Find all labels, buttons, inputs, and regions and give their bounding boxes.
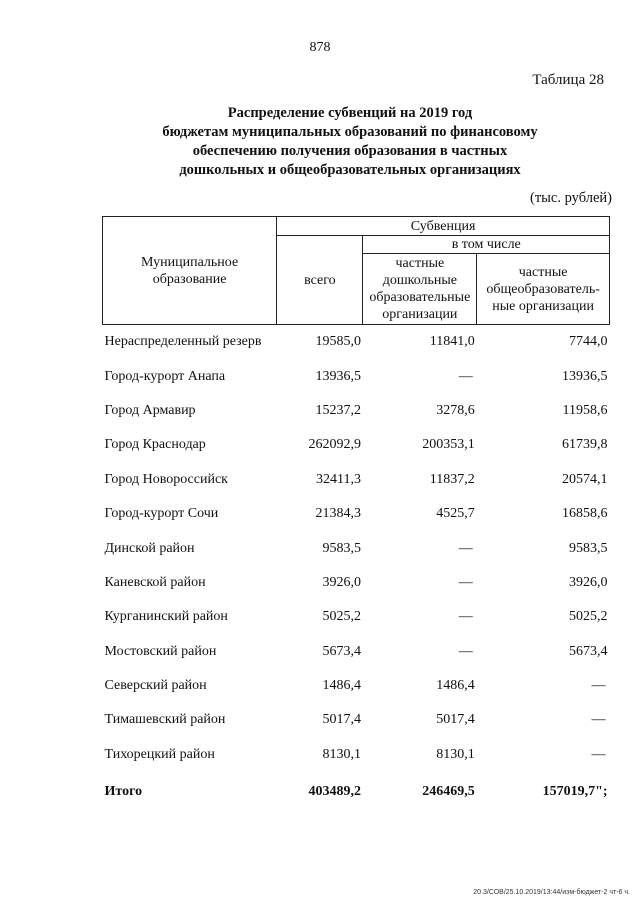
cell-total: 15237,2	[315, 402, 361, 418]
cell-total: 5673,4	[322, 643, 361, 659]
table-row	[103, 325, 610, 360]
cell-total-label: Итого	[104, 784, 143, 800]
cell-municipality: Нераспределенный резерв	[104, 334, 262, 350]
table-body	[103, 325, 610, 813]
cell-municipality: Мостовский район	[104, 643, 217, 659]
cell-preschool: 8130,1	[436, 746, 475, 762]
table-row	[103, 463, 610, 497]
header-school: частные общеобразователь-ные организации	[477, 254, 610, 325]
cell-preschool-total: 246469,5	[422, 784, 475, 800]
table-row	[103, 669, 610, 703]
cell-school: —	[591, 746, 606, 762]
table-label: Таблица 28	[532, 72, 604, 88]
header-total: всего	[277, 236, 363, 325]
cell-municipality: Каневской район	[104, 574, 206, 590]
cell-preschool: —	[458, 643, 473, 659]
table-row	[103, 738, 610, 772]
header-including: в том числе	[363, 236, 610, 254]
header-subvention: Субвенция	[277, 217, 610, 236]
cell-school: 20574,1	[562, 471, 608, 487]
cell-municipality: Тимашевский район	[104, 712, 226, 728]
table-row-total	[103, 772, 610, 812]
cell-preschool: —	[458, 540, 473, 556]
cell-total: 1486,4	[322, 678, 361, 694]
cell-municipality: Город Армавир	[104, 402, 196, 418]
cell-school: 3926,0	[569, 574, 608, 590]
document-title	[100, 104, 600, 180]
cell-total: 262092,9	[308, 437, 361, 453]
cell-school: 13936,5	[562, 368, 608, 384]
cell-preschool: 5017,4	[436, 712, 475, 728]
cell-school: 5673,4	[569, 643, 608, 659]
cell-grand-total: 403489,2	[308, 784, 361, 800]
cell-school-total: 157019,7";	[542, 784, 608, 800]
table-row	[103, 703, 610, 737]
table-row	[103, 394, 610, 428]
cell-school: 11958,6	[562, 402, 608, 418]
cell-school: —	[591, 678, 606, 694]
cell-municipality: Курганинский район	[104, 609, 228, 625]
cell-school: 16858,6	[562, 506, 608, 522]
cell-municipality: Город Краснодар	[104, 437, 206, 453]
table-row	[103, 428, 610, 462]
cell-municipality: Северский район	[104, 678, 207, 694]
cell-total: 19585,0	[315, 334, 361, 350]
header-municipality: Муниципальное образование	[103, 217, 277, 325]
cell-school: —	[591, 712, 606, 728]
cell-total: 3926,0	[322, 574, 361, 590]
cell-school: 7744,0	[569, 334, 608, 350]
cell-preschool: 200353,1	[422, 437, 475, 453]
cell-municipality: Город-курорт Сочи	[104, 506, 219, 522]
cell-total: 32411,3	[316, 471, 361, 487]
cell-preschool: —	[458, 368, 473, 384]
table-row	[103, 531, 610, 565]
table-row	[103, 635, 610, 669]
title-line: обеспечению получения образования в частных	[192, 143, 508, 159]
cell-total: 21384,3	[315, 506, 361, 522]
table-row	[103, 359, 610, 393]
cell-school: 9583,5	[569, 540, 608, 556]
cell-preschool: —	[458, 609, 473, 625]
cell-municipality: Динской район	[104, 540, 195, 556]
cell-preschool: 4525,7	[436, 506, 475, 522]
table-row	[103, 497, 610, 531]
table-row	[103, 600, 610, 634]
table-row	[103, 566, 610, 600]
cell-preschool: 11841,0	[429, 334, 475, 350]
cell-total: 8130,1	[322, 746, 361, 762]
cell-municipality: Тихорецкий район	[104, 746, 215, 762]
header-preschool: частные дошкольные образовательные организации	[363, 254, 477, 325]
title-line: дошкольных и общеобразовательных организациях	[179, 162, 521, 178]
cell-municipality: Город-курорт Анапа	[104, 368, 226, 384]
cell-preschool: —	[458, 574, 473, 590]
cell-municipality: Город Новороссийск	[104, 471, 228, 487]
units-label: (тыс. рублей)	[530, 190, 612, 206]
cell-preschool: 3278,6	[436, 402, 475, 418]
cell-preschool: 1486,4	[436, 678, 475, 694]
cell-school: 61739,8	[562, 437, 608, 453]
title-line: Распределение субвенций на 2019 год	[227, 105, 473, 121]
cell-total: 5017,4	[322, 712, 361, 728]
title-line: бюджетам муниципальных образований по финансовому	[162, 124, 538, 140]
cell-total: 9583,5	[322, 540, 361, 556]
page-number: 878	[309, 40, 331, 55]
cell-total: 5025,2	[322, 609, 361, 625]
cell-preschool: 11837,2	[429, 471, 475, 487]
subvention-table	[102, 216, 610, 812]
footer-code: 20.3/СОВ/25.10.2019/13:44/изм-бюджет-2 чт-6 ч.	[473, 889, 630, 896]
cell-school: 5025,2	[569, 609, 608, 625]
cell-total: 13936,5	[315, 368, 361, 384]
